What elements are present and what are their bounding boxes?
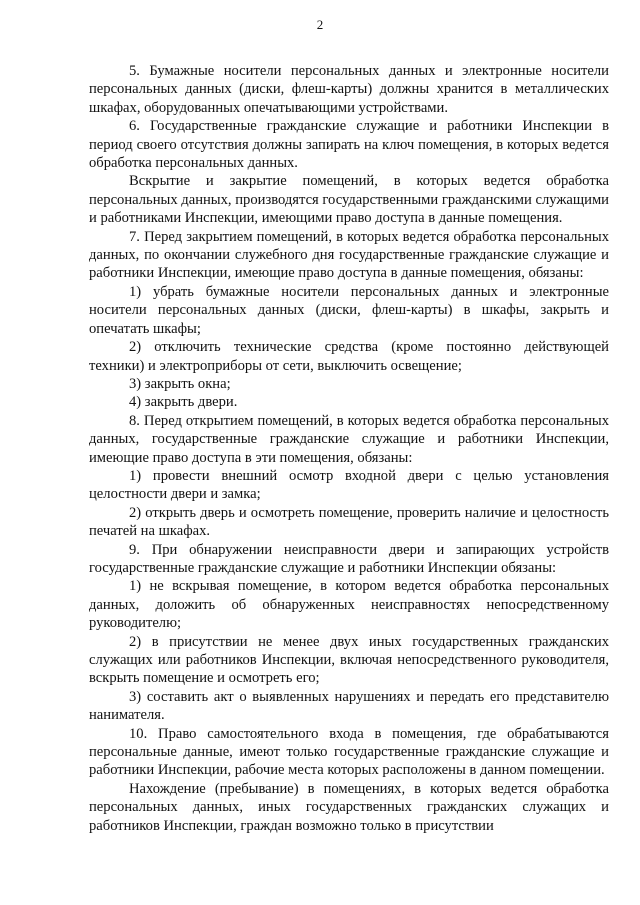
paragraph-6: 6. Государственные гражданские служащие и работники Инспекции в период своего отсутствия должны запирать на ключ помещения, в которых ведется обработка персональных данных. xyxy=(89,118,609,172)
paragraph-8: 8. Перед открытием помещений, в которых ведется обработка персональных данных, государственные гражданские служащие и работники Инспекции, имеющие право доступа в эти помещения, обязаны: xyxy=(89,412,609,466)
paragraph-10-presence: Нахождение (пребывание) в помещениях, в которых ведется обработка персональных данных, иных государственных гражданских служащих и работников Инспекции, граждан возможно только в присутствии xyxy=(89,780,609,834)
document-body xyxy=(89,62,609,835)
paragraph-8-item-1: 1) провести внешний осмотр входной двери с целью установления целостности двери и замка; xyxy=(89,467,609,503)
paragraph-9: 9. При обнаружении неисправности двери и запирающих устройств государственные гражданские служащие и работники Инспекции обязаны: xyxy=(89,541,609,576)
page-number: 2 xyxy=(316,17,324,32)
paragraph-7-item-1: 1) убрать бумажные носители персональных данных и электронные носители персональных данных (диски, флеш-карты) в шкафы, закрыть и опечатать шкафы; xyxy=(89,283,609,337)
paragraph-7-item-2: 2) отключить технические средства (кроме постоянно действующей техники) и электроприборы от сети, выключить освещение; xyxy=(89,339,609,374)
paragraph-10: 10. Право самостоятельного входа в помещения, где обрабатываются персональные данные, имеют только государственные гражданские служащие и работники Инспекции, рабочие места которых расположены в данном помещении. xyxy=(89,725,609,779)
paragraph-7-item-3: 3) закрыть окна; xyxy=(129,375,231,392)
paragraph-7-item-4: 4) закрыть двери. xyxy=(129,394,238,411)
paragraph-9-item-1: 1) не вскрывая помещение, в котором ведется обработка персональных данных, доложить об обнаруженных неисправностях непосредственному руководителю; xyxy=(89,578,609,632)
paragraph-8-item-2: 2) открыть дверь и осмотреть помещение, проверить наличие и целостность печатей на шкафах. xyxy=(89,504,609,540)
paragraph-5: 5. Бумажные носители персональных данных и электронные носители персональных данных (диски, флеш-карты) должны хранится в металлических шкафах, оборудованных опечатывающими устройствами. xyxy=(89,63,609,116)
paragraph-9-item-2: 2) в присутствии не менее двух иных государственных гражданских служащих или работников Инспекции, включая непосредственного руководителя, вскрыть помещение и осмотреть его; xyxy=(89,633,609,687)
paragraph-7: 7. Перед закрытием помещений, в которых ведется обработка персональных данных, по окончании служебного дня государственные гражданские служащие и работники Инспекции, имеющие право доступа в данные помещения, обязаны: xyxy=(89,228,609,282)
paragraph-9-item-3: 3) составить акт о выявленных нарушениях и передать его представителю нанимателя. xyxy=(89,688,609,724)
paragraph-6-access: Вскрытие и закрытие помещений, в которых ведется обработка персональных данных, производятся государственными гражданскими служащими и работниками Инспекции, имеющими право доступа в данные помещения. xyxy=(89,173,609,227)
